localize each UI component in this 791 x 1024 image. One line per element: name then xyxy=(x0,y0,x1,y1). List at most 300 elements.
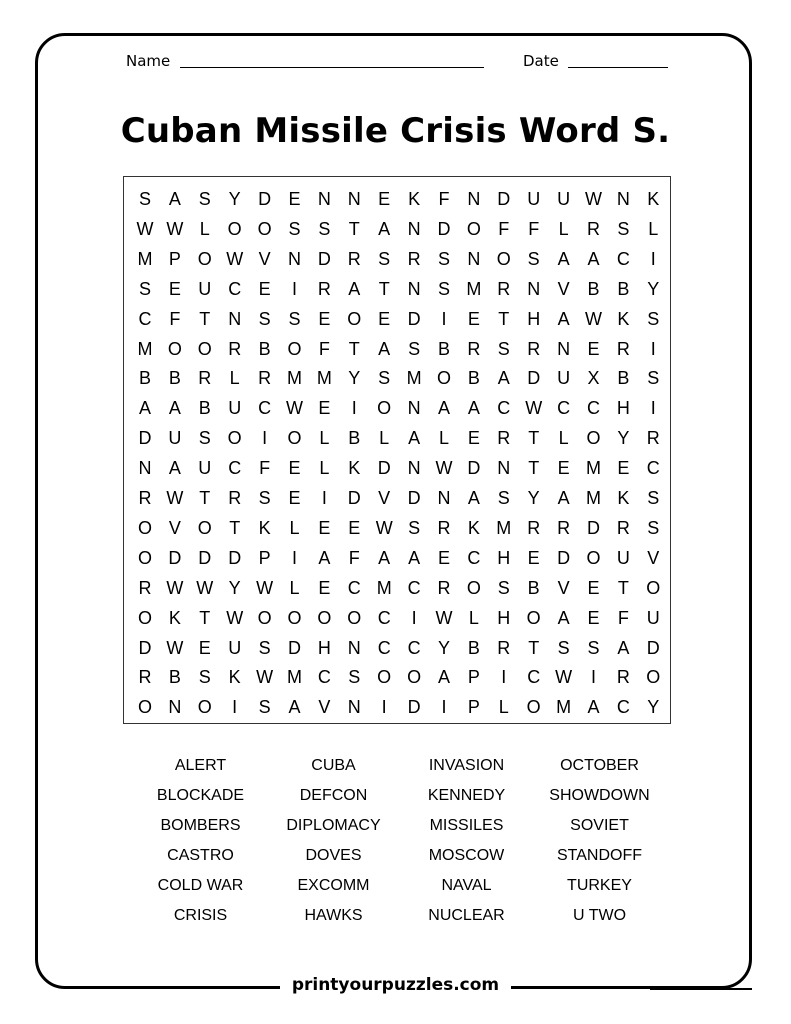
grid-cell[interactable]: A xyxy=(497,368,510,389)
grid-cell[interactable]: B xyxy=(617,278,630,299)
grid-cell[interactable]: R xyxy=(228,488,242,508)
grid-cell[interactable]: O xyxy=(466,577,481,598)
grid-cell[interactable]: H xyxy=(497,547,511,568)
grid-cell[interactable]: W xyxy=(166,577,184,598)
grid-cell[interactable]: B xyxy=(467,637,480,658)
grid-cell[interactable]: U xyxy=(527,189,541,209)
grid-cell[interactable]: T xyxy=(348,338,360,359)
grid-cell[interactable]: D xyxy=(557,547,571,568)
grid-cell[interactable]: D xyxy=(437,218,451,239)
grid-cell[interactable]: E xyxy=(527,547,540,568)
grid-cell[interactable]: L xyxy=(289,577,300,598)
grid-cell[interactable]: C xyxy=(228,278,242,299)
grid-cell[interactable]: N xyxy=(228,308,242,329)
grid-cell[interactable]: O xyxy=(197,338,212,359)
grid-cell[interactable]: K xyxy=(348,458,361,479)
grid-cell[interactable]: W xyxy=(585,189,602,209)
grid-cell[interactable]: A xyxy=(318,547,331,568)
grid-cell[interactable]: E xyxy=(467,428,480,449)
grid-cell[interactable]: R xyxy=(587,218,600,239)
grid-cell[interactable]: A xyxy=(288,697,301,718)
grid-cell[interactable]: Y xyxy=(647,697,660,718)
grid-cell[interactable]: W xyxy=(375,517,393,538)
footer-site-link[interactable]: printyourpuzzles.com xyxy=(280,975,511,995)
grid-cell[interactable]: E xyxy=(378,308,391,329)
grid-cell[interactable]: M xyxy=(137,338,153,359)
grid-cell[interactable]: I xyxy=(351,398,357,419)
grid-cell[interactable]: O xyxy=(646,667,661,688)
grid-cell[interactable]: L xyxy=(498,697,509,718)
grid-cell[interactable]: S xyxy=(557,637,570,658)
grid-cell[interactable]: A xyxy=(378,547,391,568)
grid-cell[interactable]: V xyxy=(258,248,271,269)
grid-cell[interactable]: O xyxy=(436,368,451,389)
grid-cell[interactable]: R xyxy=(437,517,451,538)
grid-cell[interactable]: S xyxy=(408,338,421,359)
grid-cell[interactable]: A xyxy=(168,458,181,479)
grid-cell[interactable]: S xyxy=(348,667,361,688)
grid-cell[interactable]: A xyxy=(557,248,570,269)
grid-cell[interactable]: W xyxy=(226,607,244,628)
grid-cell[interactable]: S xyxy=(527,248,540,269)
grid-cell[interactable]: D xyxy=(527,368,541,389)
grid-cell[interactable]: V xyxy=(378,488,391,508)
grid-cell[interactable]: A xyxy=(467,398,480,419)
grid-cell[interactable]: K xyxy=(617,488,630,508)
grid-cell[interactable]: Y xyxy=(228,577,241,598)
grid-cell[interactable]: Y xyxy=(348,368,361,389)
grid-cell[interactable]: S xyxy=(497,577,510,598)
grid-cell[interactable]: A xyxy=(348,278,361,299)
grid-cell[interactable]: E xyxy=(587,338,600,359)
grid-cell[interactable]: P xyxy=(258,547,271,568)
grid-cell[interactable]: D xyxy=(467,458,481,479)
grid-cell[interactable]: E xyxy=(198,637,211,658)
grid-cell[interactable]: K xyxy=(408,189,421,209)
grid-cell[interactable]: R xyxy=(437,577,451,598)
grid-cell[interactable]: N xyxy=(347,697,361,718)
grid-cell[interactable]: K xyxy=(168,607,181,628)
grid-cell[interactable]: B xyxy=(168,667,181,688)
grid-cell[interactable]: W xyxy=(525,398,543,419)
grid-cell[interactable]: O xyxy=(227,218,242,239)
grid-cell[interactable]: I xyxy=(232,697,238,718)
grid-cell[interactable]: W xyxy=(136,218,154,239)
grid-cell[interactable]: B xyxy=(168,368,181,389)
grid-cell[interactable]: F xyxy=(498,218,510,239)
grid-cell[interactable]: U xyxy=(616,547,630,568)
grid-cell[interactable]: E xyxy=(587,577,600,598)
grid-cell[interactable]: O xyxy=(137,697,152,718)
grid-cell[interactable]: Y xyxy=(437,637,450,658)
grid-cell[interactable]: R xyxy=(407,248,421,269)
grid-cell[interactable]: V xyxy=(168,517,181,538)
grid-cell[interactable]: E xyxy=(288,189,301,209)
grid-cell[interactable]: N xyxy=(288,248,301,269)
grid-cell[interactable]: R xyxy=(467,338,481,359)
grid-cell[interactable]: S xyxy=(587,637,600,658)
grid-cell[interactable]: R xyxy=(616,338,630,359)
grid-cell[interactable]: C xyxy=(407,637,421,658)
grid-cell[interactable]: S xyxy=(258,637,271,658)
grid-cell[interactable]: R xyxy=(527,338,541,359)
grid-cell[interactable]: L xyxy=(229,368,240,389)
grid-cell[interactable]: D xyxy=(138,428,152,449)
grid-cell[interactable]: C xyxy=(317,667,331,688)
name-field[interactable] xyxy=(180,67,484,68)
grid-cell[interactable]: O xyxy=(137,517,152,538)
grid-cell[interactable]: L xyxy=(319,428,330,449)
grid-cell[interactable]: B xyxy=(587,278,600,299)
grid-cell[interactable]: O xyxy=(347,607,362,628)
grid-cell[interactable]: I xyxy=(411,607,417,628)
grid-cell[interactable]: U xyxy=(557,368,571,389)
grid-cell[interactable]: K xyxy=(467,517,480,538)
grid-cell[interactable]: O xyxy=(287,338,302,359)
grid-cell[interactable]: S xyxy=(497,488,510,508)
grid-cell[interactable]: O xyxy=(377,398,392,419)
grid-cell[interactable]: O xyxy=(257,218,272,239)
grid-cell[interactable]: N xyxy=(138,458,152,479)
grid-cell[interactable]: O xyxy=(347,308,362,329)
grid-cell[interactable]: S xyxy=(198,189,211,209)
grid-cell[interactable]: A xyxy=(168,398,181,419)
grid-cell[interactable]: O xyxy=(377,667,392,688)
grid-cell[interactable]: D xyxy=(587,517,600,538)
grid-cell[interactable]: E xyxy=(318,308,331,329)
grid-cell[interactable]: A xyxy=(587,248,600,269)
grid-cell[interactable]: N xyxy=(557,338,571,359)
grid-cell[interactable]: W xyxy=(256,667,274,688)
grid-cell[interactable]: L xyxy=(289,517,300,538)
grid-cell[interactable]: U xyxy=(646,607,660,628)
grid-cell[interactable]: B xyxy=(348,428,361,449)
grid-cell[interactable]: W xyxy=(435,607,453,628)
grid-cell[interactable]: A xyxy=(408,547,421,568)
grid-cell[interactable]: R xyxy=(557,517,571,538)
grid-cell[interactable]: R xyxy=(497,428,511,449)
grid-cell[interactable]: T xyxy=(528,428,540,449)
grid-cell[interactable]: R xyxy=(527,517,541,538)
grid-cell[interactable]: D xyxy=(646,637,660,658)
grid-cell[interactable]: S xyxy=(647,308,660,329)
grid-cell[interactable]: H xyxy=(527,308,541,329)
grid-cell[interactable]: I xyxy=(650,338,656,359)
grid-cell[interactable]: S xyxy=(408,517,421,538)
grid-cell[interactable]: X xyxy=(587,368,600,389)
grid-cell[interactable]: I xyxy=(291,547,297,568)
grid-cell[interactable]: C xyxy=(377,607,391,628)
grid-cell[interactable]: S xyxy=(437,248,450,269)
grid-cell[interactable]: I xyxy=(650,248,656,269)
grid-cell[interactable]: Y xyxy=(228,189,241,209)
grid-cell[interactable]: R xyxy=(616,517,630,538)
grid-cell[interactable]: O xyxy=(646,577,661,598)
grid-cell[interactable]: I xyxy=(321,488,327,508)
grid-cell[interactable]: A xyxy=(557,308,570,329)
grid-cell[interactable]: C xyxy=(616,697,630,718)
grid-cell[interactable]: D xyxy=(258,189,272,209)
grid-cell[interactable]: B xyxy=(138,368,151,389)
grid-cell[interactable]: V xyxy=(557,278,570,299)
grid-cell[interactable]: S xyxy=(617,218,630,239)
grid-cell[interactable]: C xyxy=(377,637,391,658)
grid-cell[interactable]: K xyxy=(647,189,660,209)
grid-cell[interactable]: P xyxy=(168,248,181,269)
grid-cell[interactable]: T xyxy=(528,637,540,658)
grid-cell[interactable]: E xyxy=(318,398,331,419)
grid-cell[interactable]: C xyxy=(228,458,242,479)
grid-cell[interactable]: O xyxy=(137,547,152,568)
grid-cell[interactable]: W xyxy=(166,637,184,658)
grid-cell[interactable]: I xyxy=(291,278,297,299)
grid-cell[interactable]: S xyxy=(378,248,391,269)
grid-cell[interactable]: N xyxy=(407,458,421,479)
grid-cell[interactable]: R xyxy=(616,667,630,688)
grid-cell[interactable]: E xyxy=(348,517,361,538)
grid-cell[interactable]: S xyxy=(378,368,391,389)
grid-cell[interactable]: A xyxy=(557,607,570,628)
grid-cell[interactable]: E xyxy=(288,488,301,508)
grid-cell[interactable]: I xyxy=(590,667,596,688)
grid-cell[interactable]: O xyxy=(466,218,481,239)
grid-cell[interactable]: U xyxy=(198,458,212,479)
grid-cell[interactable]: W xyxy=(585,308,602,329)
grid-cell[interactable]: O xyxy=(287,428,302,449)
grid-cell[interactable]: S xyxy=(258,488,271,508)
grid-cell[interactable]: U xyxy=(557,189,571,209)
grid-cell[interactable]: R xyxy=(258,368,272,389)
grid-cell[interactable]: W xyxy=(286,398,303,419)
grid-cell[interactable]: R xyxy=(138,488,152,508)
grid-cell[interactable]: A xyxy=(168,189,181,209)
grid-cell[interactable]: Y xyxy=(617,428,630,449)
grid-cell[interactable]: B xyxy=(617,368,630,389)
grid-cell[interactable]: C xyxy=(467,547,481,568)
grid-cell[interactable]: O xyxy=(137,607,152,628)
grid-cell[interactable]: D xyxy=(317,248,331,269)
grid-cell[interactable]: T xyxy=(498,308,510,329)
grid-cell[interactable]: O xyxy=(197,248,212,269)
grid-cell[interactable]: W xyxy=(166,218,184,239)
grid-cell[interactable]: S xyxy=(138,278,151,299)
grid-cell[interactable]: M xyxy=(586,488,601,508)
grid-cell[interactable]: E xyxy=(557,458,570,479)
grid-cell[interactable]: R xyxy=(646,428,660,449)
grid-cell[interactable]: I xyxy=(501,667,507,688)
grid-cell[interactable]: O xyxy=(317,607,332,628)
grid-cell[interactable]: B xyxy=(467,368,480,389)
grid-cell[interactable]: W xyxy=(555,667,573,688)
grid-cell[interactable]: D xyxy=(347,488,361,508)
grid-cell[interactable]: W xyxy=(196,577,214,598)
grid-cell[interactable]: S xyxy=(437,278,450,299)
grid-cell[interactable]: M xyxy=(466,278,482,299)
grid-cell[interactable]: S xyxy=(318,218,331,239)
grid-cell[interactable]: B xyxy=(258,338,271,359)
grid-cell[interactable]: B xyxy=(527,577,540,598)
grid-cell[interactable]: N xyxy=(527,278,541,299)
grid-cell[interactable]: B xyxy=(437,338,450,359)
grid-cell[interactable]: O xyxy=(407,667,422,688)
grid-cell[interactable]: B xyxy=(198,398,211,419)
grid-cell[interactable]: A xyxy=(437,398,450,419)
grid-cell[interactable]: S xyxy=(258,697,271,718)
grid-cell[interactable]: O xyxy=(197,697,212,718)
grid-cell[interactable]: N xyxy=(616,189,630,209)
grid-cell[interactable]: O xyxy=(586,547,601,568)
grid-cell[interactable]: C xyxy=(497,398,511,419)
grid-cell[interactable]: L xyxy=(438,428,449,449)
grid-cell[interactable]: T xyxy=(199,308,211,329)
grid-cell[interactable]: C xyxy=(407,577,421,598)
grid-cell[interactable]: T xyxy=(378,278,390,299)
grid-cell[interactable]: S xyxy=(138,189,151,209)
grid-cell[interactable]: R xyxy=(138,577,152,598)
grid-cell[interactable]: O xyxy=(167,338,182,359)
grid-cell[interactable]: T xyxy=(229,517,241,538)
grid-cell[interactable]: D xyxy=(407,488,421,508)
grid-cell[interactable]: V xyxy=(647,547,660,568)
grid-cell[interactable]: N xyxy=(497,458,511,479)
grid-cell[interactable]: L xyxy=(468,607,479,628)
grid-cell[interactable]: R xyxy=(198,368,212,389)
grid-cell[interactable]: K xyxy=(228,667,241,688)
grid-cell[interactable]: R xyxy=(138,667,152,688)
grid-cell[interactable]: A xyxy=(617,637,630,658)
grid-cell[interactable]: I xyxy=(381,697,387,718)
grid-cell[interactable]: L xyxy=(379,428,390,449)
grid-cell[interactable]: O xyxy=(526,697,541,718)
grid-cell[interactable]: D xyxy=(377,458,391,479)
grid-cell[interactable]: M xyxy=(586,458,601,479)
grid-cell[interactable]: V xyxy=(318,697,331,718)
grid-cell[interactable]: S xyxy=(258,308,271,329)
grid-cell[interactable]: S xyxy=(288,308,301,329)
grid-cell[interactable]: N xyxy=(347,637,361,658)
grid-cell[interactable]: N xyxy=(168,697,182,718)
grid-cell[interactable]: S xyxy=(647,488,660,508)
grid-cell[interactable]: A xyxy=(467,488,480,508)
grid-cell[interactable]: U xyxy=(228,398,242,419)
grid-cell[interactable]: T xyxy=(617,577,629,598)
grid-cell[interactable]: O xyxy=(257,607,272,628)
grid-cell[interactable]: D xyxy=(288,637,301,658)
grid-cell[interactable]: M xyxy=(556,697,572,718)
grid-cell[interactable]: A xyxy=(437,667,450,688)
grid-cell[interactable]: M xyxy=(496,517,512,538)
grid-cell[interactable]: M xyxy=(137,248,153,269)
grid-cell[interactable]: W xyxy=(166,488,184,508)
grid-cell[interactable]: W xyxy=(435,458,453,479)
grid-cell[interactable]: N xyxy=(467,248,481,269)
grid-cell[interactable]: O xyxy=(586,428,601,449)
grid-cell[interactable]: C xyxy=(557,398,571,419)
grid-cell[interactable]: M xyxy=(287,368,302,389)
grid-cell[interactable]: N xyxy=(407,218,421,239)
grid-cell[interactable]: I xyxy=(262,428,268,449)
grid-cell[interactable]: N xyxy=(347,189,361,209)
grid-cell[interactable]: U xyxy=(198,278,212,299)
grid-cell[interactable]: C xyxy=(587,398,600,419)
grid-cell[interactable]: A xyxy=(408,428,421,449)
grid-cell[interactable]: K xyxy=(258,517,271,538)
grid-cell[interactable]: R xyxy=(228,338,242,359)
grid-cell[interactable]: N xyxy=(437,488,451,508)
grid-cell[interactable]: M xyxy=(316,368,332,389)
grid-cell[interactable]: E xyxy=(587,607,600,628)
grid-cell[interactable]: U xyxy=(168,428,182,449)
grid-cell[interactable]: A xyxy=(378,338,391,359)
grid-cell[interactable]: S xyxy=(647,368,660,389)
grid-cell[interactable]: S xyxy=(288,218,301,239)
grid-cell[interactable]: C xyxy=(646,458,660,479)
grid-cell[interactable]: S xyxy=(198,428,211,449)
grid-cell[interactable]: U xyxy=(228,637,242,658)
grid-cell[interactable]: N xyxy=(317,189,331,209)
grid-cell[interactable]: F xyxy=(438,189,450,209)
grid-cell[interactable]: F xyxy=(318,338,330,359)
grid-cell[interactable]: Y xyxy=(527,488,540,508)
grid-cell[interactable]: P xyxy=(467,697,480,718)
grid-cell[interactable]: E xyxy=(288,458,301,479)
grid-cell[interactable]: R xyxy=(317,278,331,299)
grid-cell[interactable]: N xyxy=(467,189,481,209)
grid-cell[interactable]: F xyxy=(528,218,540,239)
grid-cell[interactable]: R xyxy=(497,637,511,658)
grid-cell[interactable]: S xyxy=(497,338,510,359)
grid-cell[interactable]: D xyxy=(168,547,182,568)
grid-cell[interactable]: N xyxy=(407,398,421,419)
grid-cell[interactable]: F xyxy=(348,547,360,568)
grid-cell[interactable]: E xyxy=(437,547,450,568)
grid-cell[interactable]: E xyxy=(168,278,181,299)
grid-cell[interactable]: S xyxy=(647,517,660,538)
grid-cell[interactable]: I xyxy=(441,697,447,718)
grid-cell[interactable]: F xyxy=(259,458,271,479)
grid-cell[interactable]: T xyxy=(199,488,211,508)
grid-cell[interactable]: W xyxy=(226,248,244,269)
grid-cell[interactable]: L xyxy=(558,428,569,449)
grid-cell[interactable]: A xyxy=(587,697,600,718)
grid-cell[interactable]: E xyxy=(378,189,391,209)
grid-cell[interactable]: T xyxy=(348,218,360,239)
grid-cell[interactable]: T xyxy=(199,607,211,628)
grid-cell[interactable]: C xyxy=(347,577,361,598)
grid-cell[interactable]: O xyxy=(197,517,212,538)
grid-cell[interactable]: D xyxy=(198,547,212,568)
grid-cell[interactable]: E xyxy=(617,458,630,479)
grid-cell[interactable]: L xyxy=(558,218,569,239)
date-field[interactable] xyxy=(568,67,668,68)
grid-cell[interactable]: I xyxy=(441,308,447,329)
grid-cell[interactable]: C xyxy=(527,667,541,688)
grid-cell[interactable]: M xyxy=(287,667,302,688)
grid-cell[interactable]: S xyxy=(198,667,211,688)
grid-cell[interactable]: D xyxy=(138,637,152,658)
grid-cell[interactable]: H xyxy=(497,607,511,628)
grid-cell[interactable]: F xyxy=(169,308,181,329)
grid-cell[interactable]: A xyxy=(138,398,151,419)
grid-cell[interactable]: O xyxy=(287,607,302,628)
grid-cell[interactable]: D xyxy=(228,547,242,568)
grid-cell[interactable]: O xyxy=(526,607,541,628)
grid-cell[interactable]: R xyxy=(347,248,361,269)
grid-cell[interactable]: V xyxy=(557,577,570,598)
grid-cell[interactable]: L xyxy=(319,458,330,479)
grid-cell[interactable]: D xyxy=(407,308,421,329)
grid-cell[interactable]: H xyxy=(616,398,630,419)
